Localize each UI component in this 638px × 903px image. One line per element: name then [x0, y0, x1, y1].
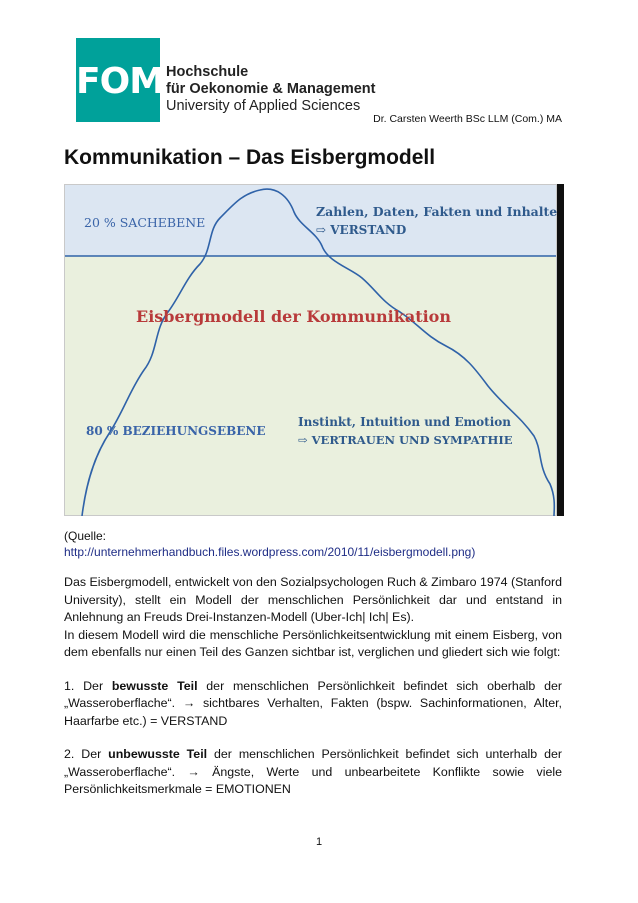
- item-1-prefix: 1. Der: [64, 678, 112, 693]
- bottom-right-line-2: ⇨ VERTRAUEN UND SYMPATHIE: [298, 433, 513, 447]
- institution-line-2: für Oekonomie & Management: [166, 81, 376, 97]
- item-1-bold: bewusste Teil: [111, 678, 198, 693]
- institution-line-1: Hochschule: [166, 64, 249, 80]
- top-band-label: 20 % SACHEBENE: [84, 215, 206, 230]
- item-2-bold: unbewusste Teil: [108, 747, 208, 761]
- list-item-unconscious: [64, 746, 562, 799]
- source-prefix: (Quelle:: [64, 529, 107, 543]
- iceberg-figure: [64, 184, 564, 516]
- top-right-line-1: Zahlen, Daten, Fakten und Inhalte: [316, 204, 558, 219]
- body-text: [64, 574, 562, 799]
- image-source: [64, 528, 564, 560]
- paragraph-intro: Das Eisbergmodell, entwickelt von den Sozialpsychologen Ruch & Zimbaro 1974 (Stanford University), stellt ein Modell der menschlichen Persönlichkeit dar und entstand in Anlehnung an Freuds Drei-Instanzen-Modell (Uber-Ich| Ich| Es).: [64, 575, 562, 624]
- item-2-prefix: 2. Der: [64, 747, 109, 761]
- bottom-band-label: 80 % BEZIEHUNGSEBENE: [86, 424, 266, 438]
- author-name: Dr. Carsten Weerth BSc LLM (Com.) MA: [373, 113, 562, 125]
- page-title: Kommunikation – Das Eisbergmodell: [64, 146, 436, 169]
- item-2-text: der menschlichen Persönlichkeit befindet sich unterhalb der „Wasseroberflache“. → Ängste, Werte und unbearbeitete Konflikte sowie viele Persönlichkeitsmerkmale = EMOTIONEN: [64, 747, 562, 796]
- source-url[interactable]: http://unternehmerhandbuch.files.wordpress.com/2010/11/eisbergmodell.png): [64, 545, 476, 559]
- center-title: Eisbergmodell der Kommunikation: [136, 307, 451, 326]
- institution-line-3: University of Applied Sciences: [166, 98, 361, 114]
- logo-text: FOM: [76, 61, 165, 102]
- fom-logo: [76, 38, 165, 122]
- paragraph-model: In diesem Modell wird die menschliche Persönlichkeitsentwicklung mit einem Eisberg, von dem ebenfalls nur einen Teil des Ganzen sichtbar ist, verglichen und gliedert sich wie folgt:: [64, 627, 562, 659]
- item-1-text: der menschlichen Persönlichkeit befindet sich oberhalb der „Wasseroberflache“. → sichtbares Verhalten, Fakten (bspw. Sachinformationen, Alter, Haarfarbe etc.) = VERSTAND: [64, 678, 562, 728]
- frame-right-edge: [557, 184, 564, 516]
- page-number: 1: [315, 836, 323, 848]
- top-right-line-2: ⇨ VERSTAND: [316, 223, 407, 237]
- list-item-conscious: [64, 678, 562, 731]
- institution-name: [166, 64, 375, 115]
- bottom-right-line-1: Instinkt, Intuition und Emotion: [298, 415, 511, 429]
